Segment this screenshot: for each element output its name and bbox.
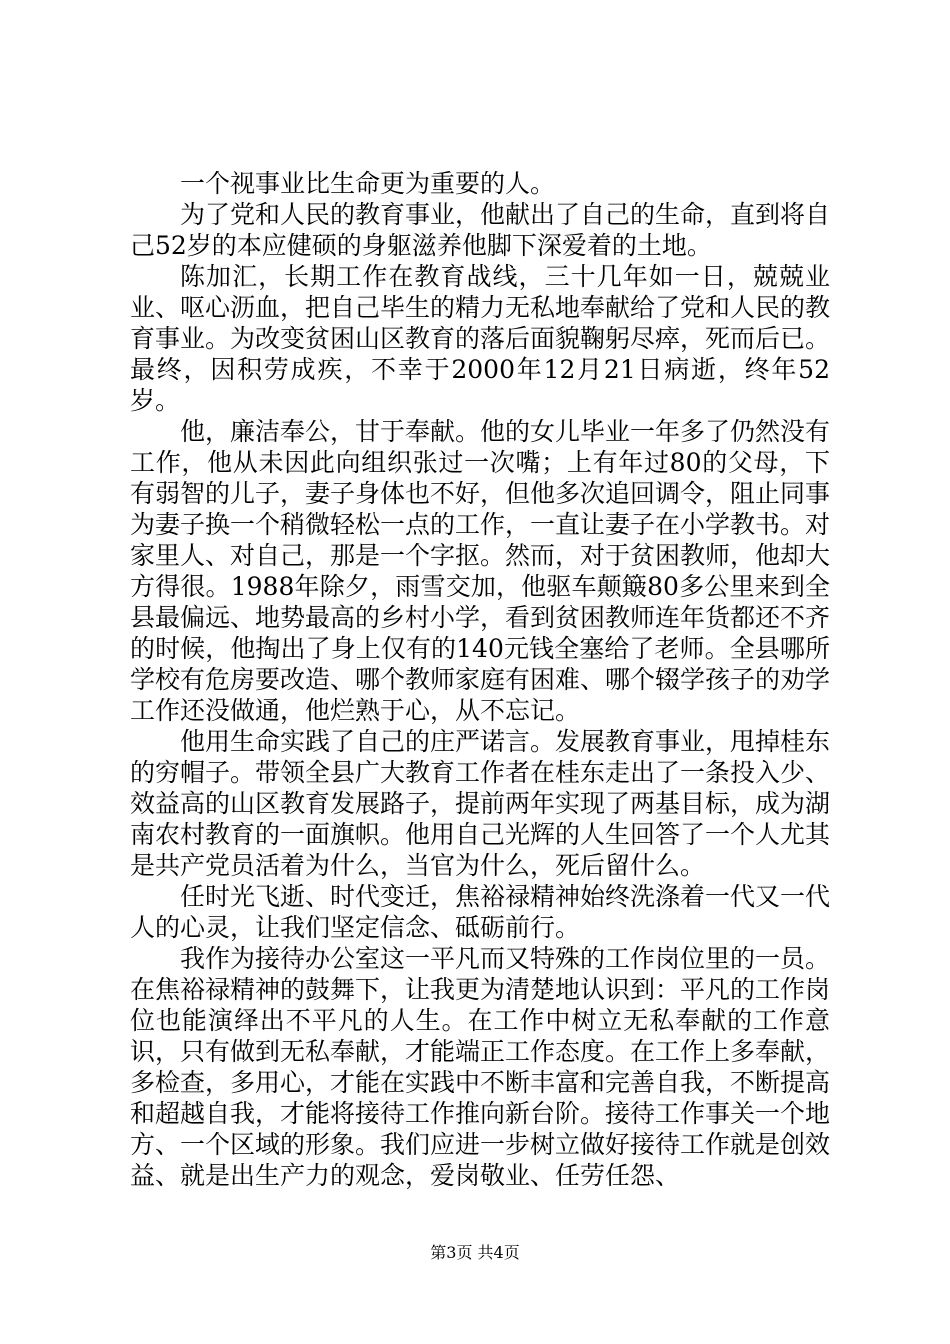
paragraph-3: 陈加汇，长期工作在教育战线，三十几年如一日，兢兢业业、呕心沥血，把自己毕生的精力无私地奉献给了党和人民的教育事业。为改变贫困山区教育的落后面貌鞠躬尽瘁，死而后已。最终，因积劳成疾，不幸于2000年12月21日病逝，终年52岁。 (130, 262, 831, 415)
paragraph-1: 一个视事业比生命更为重要的人。 (180, 169, 556, 198)
paragraph-7: 我作为接待办公室这一平凡而又特殊的工作岗位里的一员。在焦裕禄精神的鼓舞下，让我更为清楚地认识到：平凡的工作岗位也能演绎出不平凡的人生。在工作中树立无私奉献的工作意识，只有做到无私奉献，才能端正工作态度。在工作上多奉献，多检查，多用心，才能在实践中不断丰富和完善自我，不断提高和超越自我，才能将接待工作推向新台阶。接待工作事关一个地方、一个区域的形象。我们应进一步树立做好接待工作就是创效益、就是出生产力的观念，爱岗敬业、任劳任怨、 (130, 944, 831, 1190)
paragraph-2: 为了党和人民的教育事业，他献出了自己的生命，直到将自己52岁的本应健硕的身躯滋养他脚下深爱着的土地。 (130, 200, 831, 260)
document-body (130, 168, 830, 1191)
paragraph-6: 任时光飞逝、时代变迁，焦裕禄精神始终洗涤着一代又一代人的心灵，让我们坚定信念、砥砺前行。 (130, 882, 831, 942)
page-number-footer: 第3页 共4页 (430, 1243, 520, 1262)
paragraph-5: 他用生命实践了自己的庄严诺言。发展教育事业，甩掉桂东的穷帽子。带领全县广大教育工作者在桂东走出了一条投入少、效益高的山区教育发展路子，提前两年实现了两基目标，成为湖南农村教育的一面旗帜。他用自己光辉的人生回答了一个人尤其是共产党员活着为什么，当官为什么，死后留什么。 (130, 727, 831, 880)
paragraph-4: 他，廉洁奉公，甘于奉献。他的女儿毕业一年多了仍然没有工作，他从未因此向组织张过一次嘴；上有年过80的父母，下有弱智的儿子，妻子身体也不好，但他多次追回调令，阻止同事为妻子换一个稍微轻松一点的工作，一直让妻子在小学教书。对家里人、对自己，那是一个字抠。然而，对于贫困教师，他却大方得很。1988年除夕，雨雪交加，他驱车颠簸80多公里来到全县最偏远、地势最高的乡村小学，看到贫困教师连年货都还不齐的时候，他掏出了身上仅有的140元钱全塞给了老师。全县哪所学校有危房要改造、哪个教师家庭有困难、哪个辍学孩子的劝学工作还没做通，他烂熟于心，从不忘记。 (130, 417, 831, 725)
